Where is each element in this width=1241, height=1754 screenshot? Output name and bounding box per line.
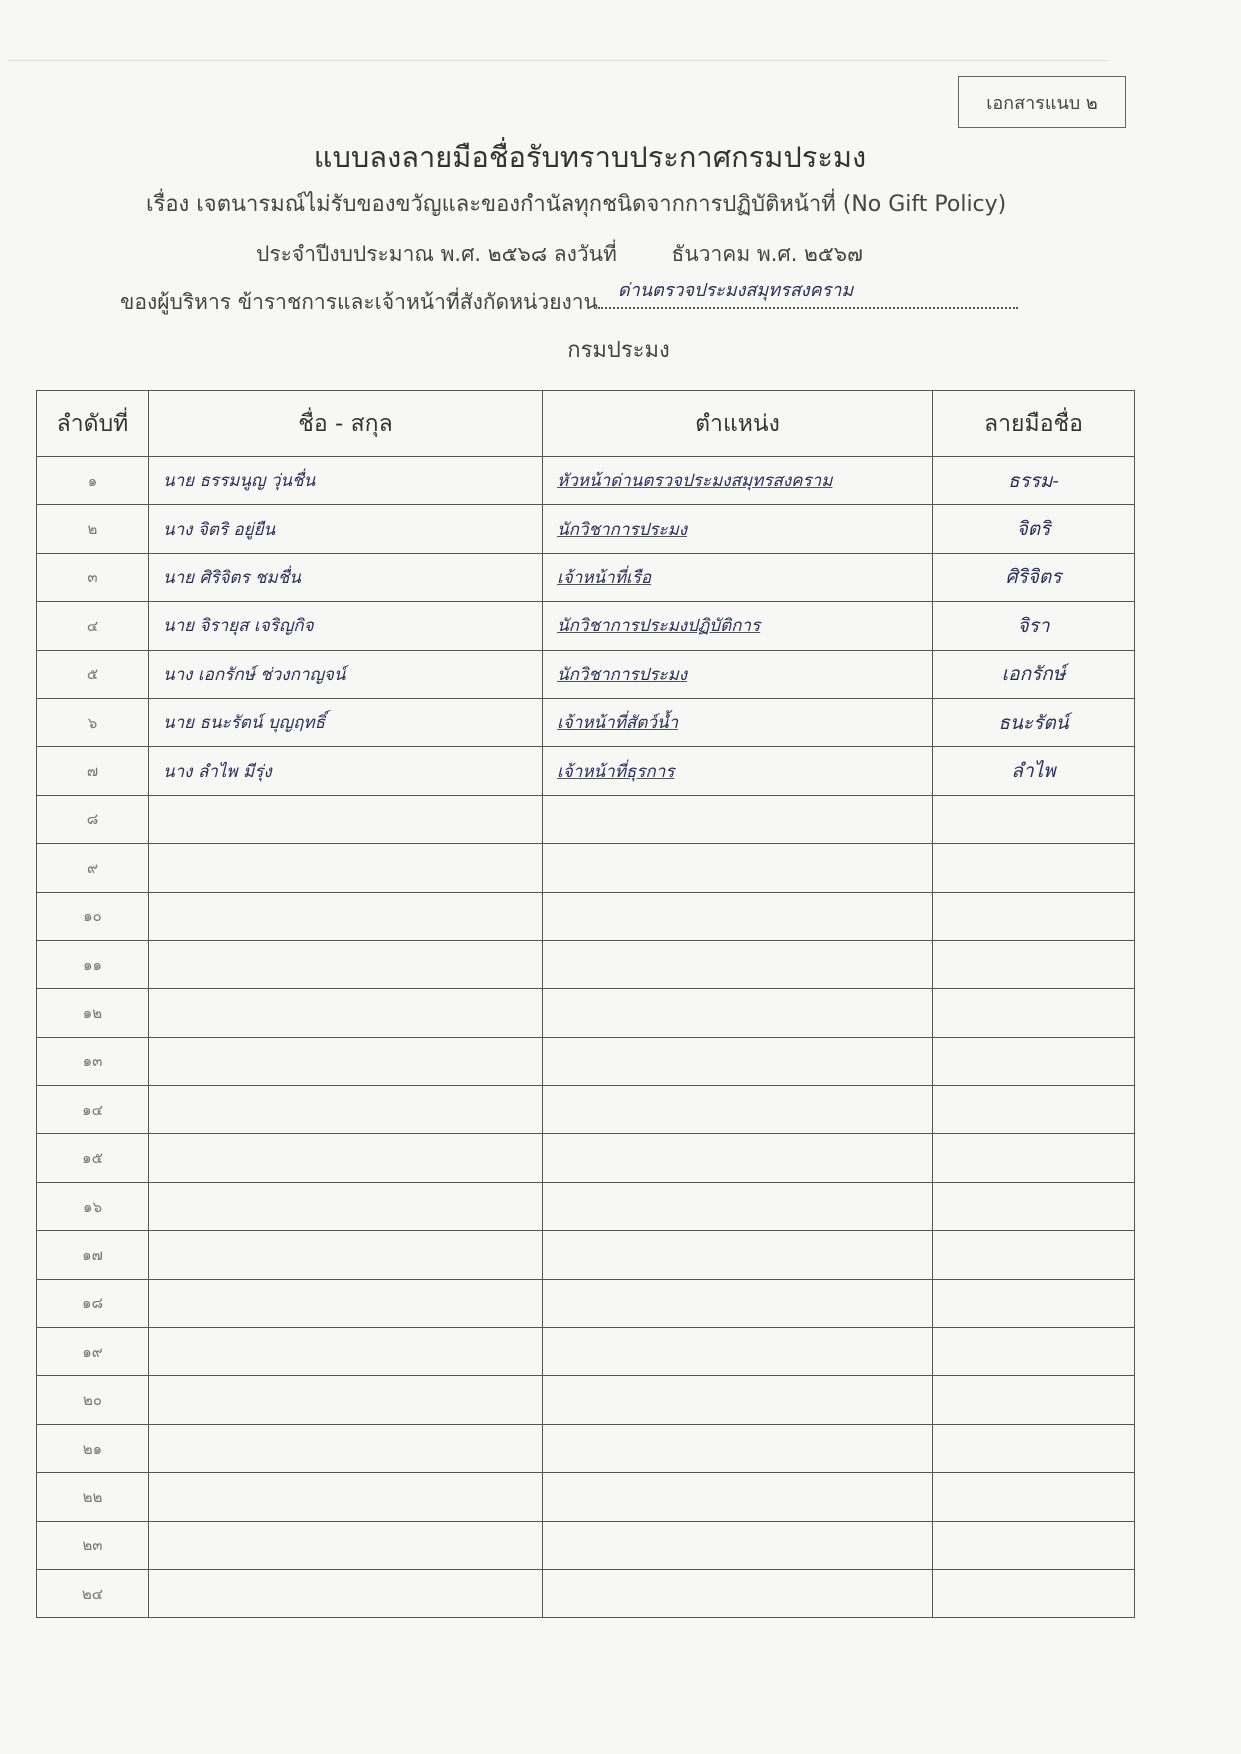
table-row xyxy=(37,602,1135,650)
top-divider xyxy=(8,60,1108,61)
row-signature-cell xyxy=(933,698,1135,746)
row-name: นาง จิตริ อยู่ยืน xyxy=(163,519,276,540)
header-number: ลำดับที่ xyxy=(37,391,149,457)
row-number-cell xyxy=(37,1569,149,1617)
row-position: นักวิชาการประมง xyxy=(557,519,688,540)
row-name-cell xyxy=(149,1376,543,1424)
row-position-cell xyxy=(543,1569,933,1617)
row-number: ๑๘ xyxy=(81,1294,104,1313)
row-signature-cell xyxy=(933,747,1135,795)
row-name-cell xyxy=(149,1473,543,1521)
row-position-cell xyxy=(543,989,933,1037)
row-name-cell xyxy=(149,650,543,698)
row-name-cell xyxy=(149,1424,543,1472)
row-signature-cell xyxy=(933,553,1135,601)
unit-line xyxy=(120,280,1018,319)
row-signature-cell xyxy=(933,940,1135,988)
row-number-cell xyxy=(37,1086,149,1134)
row-number: ๘ xyxy=(86,810,99,829)
row-number-cell xyxy=(37,747,149,795)
row-number: ๒๑ xyxy=(82,1439,103,1458)
row-name: นาย ศิริจิตร ชมชื่น xyxy=(163,567,301,588)
row-number: ๑๑ xyxy=(82,955,103,974)
row-number-cell xyxy=(37,844,149,892)
header-signature: ลายมือชื่อ xyxy=(933,391,1135,457)
row-signature-cell xyxy=(933,844,1135,892)
signature-table xyxy=(36,390,1135,1618)
table-row xyxy=(37,795,1135,843)
table-row xyxy=(37,1521,1135,1569)
row-name-cell xyxy=(149,1328,543,1376)
row-signature-cell xyxy=(933,1328,1135,1376)
row-name-cell xyxy=(149,1279,543,1327)
table-row xyxy=(37,940,1135,988)
row-position: นักวิชาการประมง xyxy=(557,664,688,685)
row-name: นาง เอกรักษ์ ช่วงกาญจน์ xyxy=(163,664,346,685)
row-number: ๑๒ xyxy=(82,1003,103,1022)
row-number-cell xyxy=(37,892,149,940)
table-row xyxy=(37,1086,1135,1134)
row-number: ๑๖ xyxy=(82,1197,103,1216)
row-position-cell xyxy=(543,1424,933,1472)
table-row xyxy=(37,1279,1135,1327)
table-row xyxy=(37,553,1135,601)
row-position-cell xyxy=(543,844,933,892)
row-signature-cell xyxy=(933,892,1135,940)
row-position-cell xyxy=(543,1328,933,1376)
row-position-cell xyxy=(543,1037,933,1085)
row-position: นักวิชาการประมงปฏิบัติการ xyxy=(557,616,761,637)
fiscal-year-text: ประจำปีงบประมาณ พ.ศ. ๒๕๖๘ ลงวันที่ xyxy=(256,242,617,266)
row-signature: จิตริ xyxy=(1016,518,1051,541)
row-number: ๑๔ xyxy=(82,1100,103,1119)
row-name-cell xyxy=(149,989,543,1037)
row-name-cell xyxy=(149,1134,543,1182)
row-number-cell xyxy=(37,989,149,1037)
row-signature-cell xyxy=(933,1182,1135,1230)
attachment-label: เอกสารแนบ ๒ xyxy=(958,76,1126,128)
form-subject: เรื่อง เจตนารมณ์ไม่รับของขวัญและของกำนัลทุกชนิดจากการปฏิบัติหน้าที่ (No Gift Policy) xyxy=(146,192,1007,217)
table-row xyxy=(37,1037,1135,1085)
row-name-cell xyxy=(149,1569,543,1617)
row-number: ๑๓ xyxy=(82,1052,103,1071)
row-number-cell xyxy=(37,1134,149,1182)
row-number: ๑ xyxy=(87,471,98,490)
date-month-text: ธันวาคม พ.ศ. ๒๕๖๗ xyxy=(671,242,863,266)
table-row xyxy=(37,1134,1135,1182)
row-signature: ธรรม- xyxy=(1008,469,1059,492)
row-number-cell xyxy=(37,940,149,988)
row-signature-cell xyxy=(933,1086,1135,1134)
row-name-cell xyxy=(149,940,543,988)
row-position-cell xyxy=(543,505,933,553)
header-name: ชื่อ - สกุล xyxy=(149,391,543,457)
row-number-cell xyxy=(37,698,149,746)
row-name-cell xyxy=(149,553,543,601)
row-position-cell xyxy=(543,1231,933,1279)
row-number-cell xyxy=(37,1037,149,1085)
row-signature-cell xyxy=(933,505,1135,553)
row-name-cell xyxy=(149,1231,543,1279)
row-number-cell xyxy=(37,505,149,553)
row-name-cell xyxy=(149,795,543,843)
row-position: เจ้าหน้าที่ธุรการ xyxy=(557,761,675,782)
row-number: ๒๔ xyxy=(81,1584,104,1603)
row-number-cell xyxy=(37,1376,149,1424)
row-position-cell xyxy=(543,457,933,505)
row-position-cell xyxy=(543,1134,933,1182)
table-row xyxy=(37,844,1135,892)
row-number: ๓ xyxy=(87,568,98,587)
row-signature-cell xyxy=(933,1376,1135,1424)
row-position-cell xyxy=(543,940,933,988)
row-signature-cell xyxy=(933,1521,1135,1569)
department-text: กรมประมง xyxy=(567,338,670,363)
table-row xyxy=(37,1231,1135,1279)
row-name-cell xyxy=(149,457,543,505)
row-name-cell xyxy=(149,1182,543,1230)
table-row xyxy=(37,1424,1135,1472)
row-position: เจ้าหน้าที่สัตว์น้ำ xyxy=(557,713,679,734)
row-number-cell xyxy=(37,650,149,698)
row-number-cell xyxy=(37,602,149,650)
row-number-cell xyxy=(37,1473,149,1521)
row-position-cell xyxy=(543,892,933,940)
row-position-cell xyxy=(543,747,933,795)
row-signature-cell xyxy=(933,1037,1135,1085)
row-name-cell xyxy=(149,747,543,795)
row-number: ๖ xyxy=(87,713,98,732)
row-position-cell xyxy=(543,1473,933,1521)
table-row xyxy=(37,1182,1135,1230)
unit-prefix-text: ของผู้บริหาร ข้าราชการและเจ้าหน้าที่สังกัดหน่วยงาน xyxy=(120,290,598,314)
row-number: ๗ xyxy=(86,762,99,781)
row-name: นาง ลำไพ มีรุ่ง xyxy=(163,761,272,782)
table-row xyxy=(37,1473,1135,1521)
row-signature-cell xyxy=(933,457,1135,505)
row-number: ๑๗ xyxy=(82,1245,103,1264)
row-signature-cell xyxy=(933,989,1135,1037)
row-signature-cell xyxy=(933,602,1135,650)
table-row xyxy=(37,457,1135,505)
row-position-cell xyxy=(543,553,933,601)
row-position-cell xyxy=(543,1086,933,1134)
row-number-cell xyxy=(37,1424,149,1472)
row-number: ๒๓ xyxy=(82,1536,103,1555)
row-signature-cell xyxy=(933,650,1135,698)
row-position-cell xyxy=(543,1182,933,1230)
row-position-cell xyxy=(543,1279,933,1327)
row-name-cell xyxy=(149,505,543,553)
row-position-cell xyxy=(543,650,933,698)
row-position-cell xyxy=(543,1521,933,1569)
row-signature: ลำไพ xyxy=(1011,760,1056,783)
row-position-cell xyxy=(543,602,933,650)
table-row xyxy=(37,1328,1135,1376)
row-position: เจ้าหน้าที่เรือ xyxy=(557,567,652,588)
row-signature: ธนะรัตน์ xyxy=(998,711,1069,734)
table-row xyxy=(37,505,1135,553)
row-signature-cell xyxy=(933,1473,1135,1521)
row-signature-cell xyxy=(933,1424,1135,1472)
row-number-cell xyxy=(37,1521,149,1569)
table-row xyxy=(37,989,1135,1037)
row-number: ๑๐ xyxy=(83,907,102,926)
row-position-cell xyxy=(543,1376,933,1424)
row-number: ๕ xyxy=(86,665,99,684)
form-title: แบบลงลายมือชื่อรับทราบประกาศกรมประมง xyxy=(313,140,867,174)
row-number-cell xyxy=(37,1328,149,1376)
table-row xyxy=(37,747,1135,795)
row-signature: ศิริจิตร xyxy=(1005,566,1062,589)
row-name-cell xyxy=(149,1086,543,1134)
row-number: ๑๙ xyxy=(82,1342,103,1361)
row-position-cell xyxy=(543,795,933,843)
row-number: ๔ xyxy=(86,616,99,635)
table-row xyxy=(37,650,1135,698)
row-name-cell xyxy=(149,844,543,892)
row-number: ๒๒ xyxy=(82,1487,103,1506)
row-signature: เอกรักษ์ xyxy=(1001,663,1066,686)
fiscal-year-line xyxy=(256,238,863,271)
row-number: ๙ xyxy=(87,858,98,877)
row-number: ๒๐ xyxy=(82,1391,103,1410)
row-name: นาย ธนะรัตน์ บุญฤทธิ์ xyxy=(163,713,326,734)
unit-fill-line xyxy=(598,280,1018,309)
row-name-cell xyxy=(149,1037,543,1085)
row-number-cell xyxy=(37,1279,149,1327)
row-number-cell xyxy=(37,457,149,505)
row-signature-cell xyxy=(933,1231,1135,1279)
row-name-cell xyxy=(149,698,543,746)
row-name: นาย จิรายุส เจริญกิจ xyxy=(163,616,314,637)
row-position: หัวหน้าด่านตรวจประมงสมุทรสงคราม xyxy=(557,471,833,492)
row-number: ๑๕ xyxy=(82,1149,103,1168)
row-name: นาย ธรรมนูญ วุ่นชื่น xyxy=(163,471,316,492)
row-signature: จิรา xyxy=(1017,614,1050,637)
table-row xyxy=(37,892,1135,940)
table-header-row xyxy=(37,391,1135,457)
row-signature-cell xyxy=(933,1279,1135,1327)
table-row xyxy=(37,1376,1135,1424)
row-number-cell xyxy=(37,553,149,601)
unit-handwritten-text: ด่านตรวจประมงสมุทรสงคราม xyxy=(617,280,854,301)
row-name-cell xyxy=(149,1521,543,1569)
row-position-cell xyxy=(543,698,933,746)
row-name-cell xyxy=(149,892,543,940)
row-number-cell xyxy=(37,1231,149,1279)
row-signature-cell xyxy=(933,795,1135,843)
row-number-cell xyxy=(37,1182,149,1230)
row-number: ๒ xyxy=(87,520,98,539)
table-row xyxy=(37,698,1135,746)
header-position: ตำแหน่ง xyxy=(543,391,933,457)
table-row xyxy=(37,1569,1135,1617)
row-name-cell xyxy=(149,602,543,650)
row-number-cell xyxy=(37,795,149,843)
row-signature-cell xyxy=(933,1569,1135,1617)
row-signature-cell xyxy=(933,1134,1135,1182)
